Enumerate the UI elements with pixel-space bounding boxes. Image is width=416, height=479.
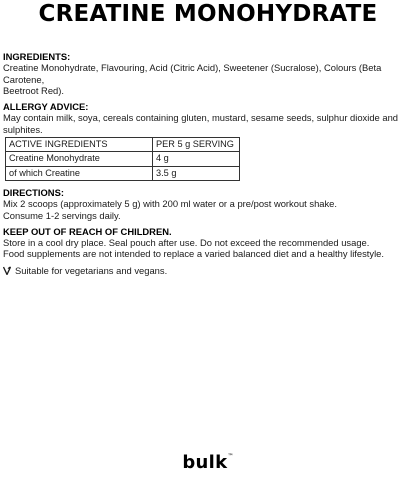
storage-text-line-2: Food supplements are not intended to replace a varied balanced diet and a healthy lifestyle. [3,248,384,260]
active-ingredients-table [5,137,240,181]
label-content [3,51,413,276]
ingredients-heading: INGREDIENTS: [3,51,71,62]
ingredients-text-line-1: Creatine Monohydrate, Flavouring, Acid (Citric Acid), Sweetener (Sucralose), Colours (Beta Carotene, [3,62,382,85]
vegan-v-icon [3,266,11,275]
table-header-cell: PER 5 g SERVING [153,138,240,152]
table-cell: of which Creatine [6,166,153,180]
ingredients-text-line-2: Beetroot Red). [3,84,64,96]
table-header-row [6,138,240,152]
product-title: CREATINE MONOHYDRATE [38,1,378,27]
brand-name: bulk [182,452,228,473]
table-row [6,152,240,166]
allergy-text: May contain milk, soya, cereals containing gluten, mustard, sesame seeds, sulphur dioxide and sulphites. [3,112,398,135]
directions-text-line-1: Mix 2 scoops (approximately 5 g) with 200 ml water or a pre/post workout shake. [3,198,337,210]
brand-logo [0,452,416,473]
directions-text-line-2: Consume 1-2 servings daily. [3,209,121,221]
table-row [6,166,240,180]
table-cell: 4 g [153,152,240,166]
table-header-cell: ACTIVE INGREDIENTS [6,138,153,152]
trademark-mark: ™ [227,453,234,460]
directions-heading: DIRECTIONS: [3,186,64,198]
table-cell: Creatine Monohydrate [6,152,153,166]
table-cell: 3.5 g [153,166,240,180]
vegan-text: Suitable for vegetarians and vegans. [15,264,168,276]
vegan-statement [3,265,413,276]
allergy-heading: ALLERGY ADVICE: [3,101,89,113]
children-warning-heading: KEEP OUT OF REACH OF CHILDREN. [3,225,172,237]
storage-text-line-1: Store in a cool dry place. Seal pouch after use. Do not exceed the recommended usage. [3,237,370,249]
